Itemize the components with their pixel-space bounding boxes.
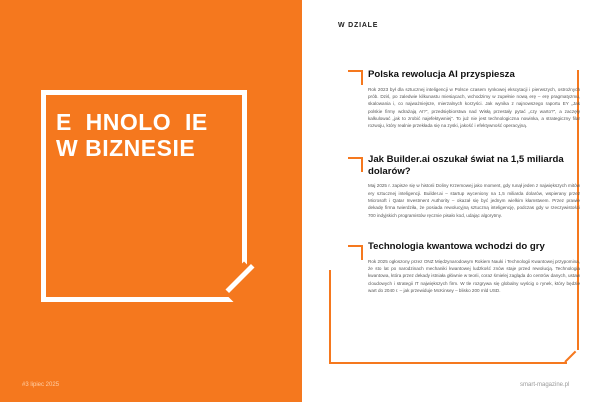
article-1[interactable]: [368, 69, 580, 129]
article-2-corner: [348, 157, 363, 172]
title-line-2: W BIZNESIE: [56, 135, 196, 161]
site-url[interactable]: smart-magazine.pl: [520, 382, 570, 388]
title-line-1: E HNOLO IE: [56, 109, 208, 135]
bottom-border-line: [329, 362, 567, 364]
article-2-body: Maj 2025 r. zapisze się w historii Doliny Krzemowej jako moment, gdy runął jeden z największych mitów ery sztucznej inteligencji. Builder.ai – startup wyceniony na 1,5 miliarda dolarów, wspierany przez Microsoft i Qatar Investment Authority – okazał się być jednym wielkim kłamstwem. Przez prawie dekadę firma twierdziła, że posiada rewolucyjną sztuczną inteligencję, podczas gdy w rzeczywistości 700 indyjskich programistów ręcznie pisało kod, udając algorytmy.: [368, 183, 580, 218]
article-3[interactable]: [368, 241, 580, 294]
article-3-body: Rok 2025 ogłoszony przez ONZ Międzynarodowym Rokiem Nauki i Technologii Kwantowej przypomina, że sto lat po narodzinach mechaniki kwantowej ludzkość znów staje przed rewolucją. Technologia kwantowa, która przez dekady istniała głównie w teorii, coraz śmielej zagląda do centrów danych, ustaw cloudowych i strategii IT największych firm. W tle rozgrywa się globalny wyścig o rynek, który będzie wart do 2040 r. – jak przewiduje McKinsey – blisko 200 mld USD.: [368, 258, 580, 293]
border-corner-diagonal: [564, 351, 576, 363]
issue-date: #3 lipiec 2025: [22, 382, 60, 388]
article-2[interactable]: [368, 154, 580, 219]
section-tag: W DZIALE: [338, 22, 379, 29]
left-border-line: [329, 270, 331, 364]
article-1-title[interactable]: Polska rewolucja AI przyspiesza: [368, 69, 515, 80]
article-2-title[interactable]: Jak Builder.ai oszukał świat na 1,5 miliarda dolarów?: [368, 154, 564, 177]
right-page-contents: [302, 0, 600, 402]
article-3-title[interactable]: Technologia kwantowa wchodzi do gry: [368, 241, 545, 252]
article-1-body: Rok 2023 był dla sztucznej inteligencji w Polsce czasem rynkowej ekscytacji i pierwszych, ostrożnych prób. Dziś, po zaledwie kilkunastu miesiącach, wchodzimy w zupełnie nową erę – erę pragmatyzmu, skalowania i, co najważniejsze, mierzalnych korzyści. Jak wynika z najnowszego raportu EY „Jak polskie firmy wdrażają AI?”, przedsiębiorstwa nad Wisłą przestały pytać „czy warto?”, a zaczęły kalkulować „jak to zrobić najefektywniej”. To już nie jest technologiczna nowinka, a strategiczny filar rozwoju, który realnie przekłada się na zyski, jakość i efektywność operacyjną.: [368, 86, 580, 129]
article-3-corner: [348, 245, 363, 260]
article-1-corner: [348, 70, 363, 85]
